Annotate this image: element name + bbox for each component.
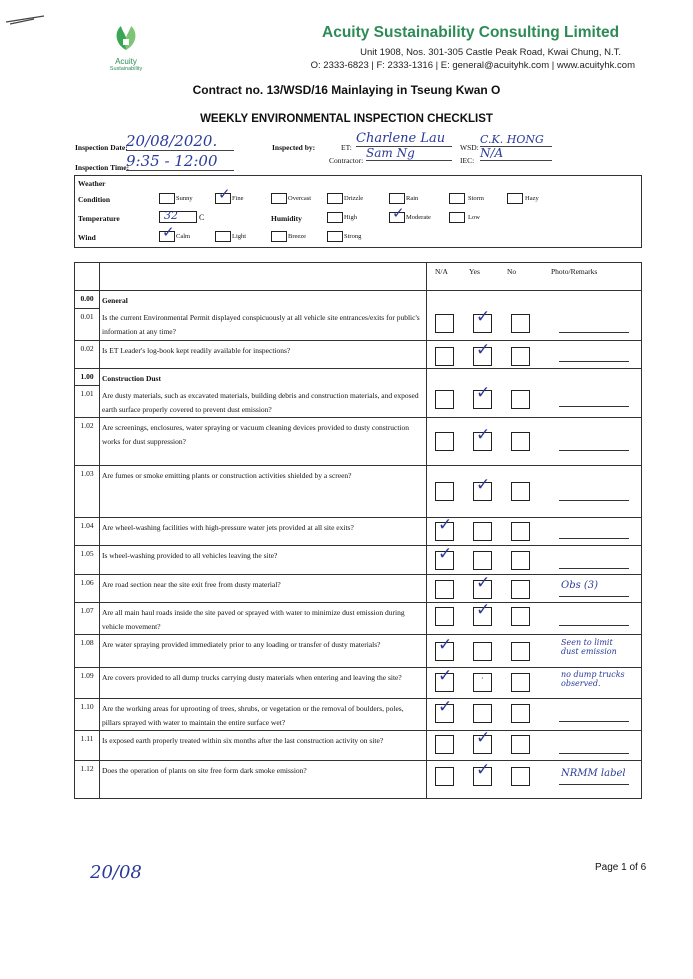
yes-checkbox[interactable]: · xyxy=(473,673,492,692)
wind-breeze-label: Breeze xyxy=(288,233,307,240)
remark-text: Seen to limit dust emission xyxy=(561,638,617,656)
item-number: 1.01 xyxy=(75,386,100,418)
yes-checkbox[interactable]: ✓ xyxy=(473,432,492,451)
remark-line xyxy=(559,753,629,754)
table-row xyxy=(75,668,642,699)
temperature-box[interactable] xyxy=(159,211,197,223)
condition-fine-label: Fine xyxy=(232,195,244,202)
item-question: Is exposed earth properly treated within six months after the last construction activity on site? xyxy=(100,731,427,761)
et-value: Charlene Lau xyxy=(356,131,452,147)
yes-checkbox[interactable]: ✓ xyxy=(473,390,492,409)
no-checkbox[interactable] xyxy=(511,551,530,570)
yes-checkbox[interactable] xyxy=(473,704,492,723)
remark-line xyxy=(559,625,629,626)
table-row xyxy=(75,308,642,340)
scribble-mark xyxy=(4,12,48,31)
checklist-table xyxy=(74,262,642,799)
condition-storm-checkbox[interactable] xyxy=(449,193,465,204)
condition-label: Condition xyxy=(78,195,111,204)
page-number: Page 1 of 6 xyxy=(595,862,647,873)
na-checkbox[interactable]: ✓ xyxy=(435,522,454,541)
no-checkbox[interactable] xyxy=(511,580,530,599)
remark-line xyxy=(559,721,629,722)
et-label: ET: xyxy=(341,143,352,152)
weather-panel xyxy=(74,175,642,248)
company-name: Acuity Sustainability Consulting Limited xyxy=(322,24,620,41)
inspection-time-label: Inspection Time: xyxy=(75,163,130,172)
na-checkbox[interactable] xyxy=(435,767,454,786)
contractor-label: Contractor: xyxy=(329,156,364,165)
wind-light-label: Light xyxy=(232,233,247,240)
wind-breeze-checkbox[interactable] xyxy=(271,231,287,242)
section-number: 0.00 xyxy=(75,291,100,309)
yes-checkbox[interactable] xyxy=(473,642,492,661)
leaf-icon xyxy=(111,22,141,52)
item-question: Are covers provided to all dump trucks carrying dusty materials when entering and leaving the site? xyxy=(100,668,427,699)
temperature-unit: C xyxy=(199,213,205,222)
no-checkbox[interactable] xyxy=(511,704,530,723)
condition-rain-label: Rain xyxy=(406,195,419,202)
table-row xyxy=(75,546,642,575)
wind-strong-checkbox[interactable] xyxy=(327,231,343,242)
item-question: Is wheel-washing provided to all vehicles leaving the site? xyxy=(100,546,427,575)
yes-checkbox[interactable]: ✓ xyxy=(473,607,492,626)
no-checkbox[interactable] xyxy=(511,522,530,541)
iec-label: IEC: xyxy=(460,156,475,165)
humidity-low-checkbox[interactable] xyxy=(449,212,465,223)
item-question: Are dusty materials, such as excavated materials, building debris and construction materials, and exposed earth surface properly covered to prevent dust emission? xyxy=(100,386,427,418)
item-number: 1.03 xyxy=(75,466,100,518)
table-row xyxy=(75,761,642,799)
section-row xyxy=(75,291,642,309)
table-row xyxy=(75,603,642,635)
no-checkbox[interactable] xyxy=(511,314,530,333)
remark-line xyxy=(559,538,629,539)
company-contacts: O: 2333-6823 | F: 2333-1316 | E: general@acuityhk.com | www.acuityhk.com xyxy=(310,60,635,71)
na-checkbox[interactable] xyxy=(435,607,454,626)
na-checkbox[interactable] xyxy=(435,432,454,451)
item-number: 1.05 xyxy=(75,546,100,575)
no-checkbox[interactable] xyxy=(511,642,530,661)
remark-line xyxy=(559,361,629,362)
logo-text: Acuity xyxy=(115,57,137,66)
item-number: 1.04 xyxy=(75,518,100,546)
yes-checkbox[interactable]: ✓ xyxy=(473,347,492,366)
condition-overcast-label: Overcast xyxy=(288,195,312,202)
iec-value: N/A xyxy=(480,146,552,161)
item-number: 1.06 xyxy=(75,575,100,603)
wind-label: Wind xyxy=(78,233,96,242)
temperature-label: Temperature xyxy=(78,214,120,223)
item-question: Are screenings, enclosures, water spraying or vacuum cleaning devices provided to dusty construction works for dust suppression? xyxy=(100,418,427,466)
inspection-time-value: 9:35 - 12:00 xyxy=(126,152,234,171)
na-checkbox[interactable] xyxy=(435,482,454,501)
condition-drizzle-label: Drizzle xyxy=(344,195,364,202)
table-row xyxy=(75,418,642,466)
item-number: 1.07 xyxy=(75,603,100,635)
condition-hazy-checkbox[interactable] xyxy=(507,193,523,204)
humidity-moderate-label: Moderate xyxy=(406,214,431,221)
condition-hazy-label: Hazy xyxy=(525,195,539,202)
no-checkbox[interactable] xyxy=(511,607,530,626)
condition-rain-checkbox[interactable] xyxy=(389,193,405,204)
humidity-high-checkbox[interactable] xyxy=(327,212,343,223)
contractor-value: Sam Ng xyxy=(366,146,452,161)
remark-line xyxy=(559,596,629,597)
item-question: Is the current Environmental Permit displayed conspicuously at all vehicle site entrances/exits for public's information at any time? xyxy=(100,308,427,340)
weather-title: Weather xyxy=(78,179,106,188)
na-checkbox[interactable]: ✓ xyxy=(435,642,454,661)
col-remarks: Photo/Remarks xyxy=(551,267,598,276)
contract-number: Contract no. 13/WSD/16 Mainlaying in Tseung Kwan O xyxy=(192,83,501,97)
table-row xyxy=(75,518,642,546)
yes-checkbox[interactable]: ✓ xyxy=(473,735,492,754)
item-question: Are wheel-washing facilities with high-pressure water jets provided at all site exits? xyxy=(100,518,427,546)
table-row xyxy=(75,635,642,668)
condition-sunny-checkbox[interactable] xyxy=(159,193,175,204)
item-number: 1.08 xyxy=(75,635,100,668)
company-logo xyxy=(100,22,152,72)
section-title: Construction Dust xyxy=(100,368,427,386)
item-number: 1.09 xyxy=(75,668,100,699)
no-checkbox[interactable] xyxy=(511,767,530,786)
section-title: General xyxy=(100,291,427,309)
na-checkbox[interactable] xyxy=(435,580,454,599)
condition-storm-label: Storm xyxy=(468,195,484,202)
remark-text: no dump trucks observed. xyxy=(561,670,625,688)
humidity-moderate-checkbox[interactable]: ✓ xyxy=(389,212,405,223)
yes-checkbox[interactable] xyxy=(473,551,492,570)
humidity-high-label: High xyxy=(344,214,357,221)
wsd-label: WSD: xyxy=(460,143,479,152)
no-checkbox[interactable] xyxy=(511,347,530,366)
section-number: 1.00 xyxy=(75,368,100,386)
yes-checkbox[interactable]: ✓ xyxy=(473,482,492,501)
na-checkbox[interactable] xyxy=(435,347,454,366)
remark-text: Obs (3) xyxy=(561,580,599,591)
col-no: No xyxy=(507,267,517,276)
table-row xyxy=(75,731,642,761)
company-address: Unit 1908, Nos. 301-305 Castle Peak Road, Kwai Chung, N.T. xyxy=(360,47,621,58)
wind-calm-label: Calm xyxy=(176,233,191,240)
na-checkbox[interactable] xyxy=(435,390,454,409)
remark-line xyxy=(559,406,629,407)
condition-sunny-label: Sunny xyxy=(176,195,193,202)
condition-drizzle-checkbox[interactable] xyxy=(327,193,343,204)
inspected-by-label: Inspected by: xyxy=(272,143,316,152)
table-header-row xyxy=(75,263,642,291)
wind-light-checkbox[interactable] xyxy=(215,231,231,242)
na-checkbox[interactable] xyxy=(435,314,454,333)
item-question: Are all main haul roads inside the site paved or sprayed with water to minimize dust emission during vehicle movement? xyxy=(100,603,427,635)
remark-line xyxy=(559,450,629,451)
yes-checkbox[interactable]: ✓ xyxy=(473,767,492,786)
wind-calm-checkbox[interactable]: ✓ xyxy=(159,231,175,242)
na-checkbox[interactable]: ✓ xyxy=(435,673,454,692)
humidity-label: Humidity xyxy=(271,214,302,223)
logo-subtext: Sustainability xyxy=(109,66,143,72)
no-checkbox[interactable] xyxy=(511,735,530,754)
item-question: Are water spraying provided immediately prior to any loading or transfer of dusty materials? xyxy=(100,635,427,668)
table-row xyxy=(75,340,642,368)
item-number: 1.10 xyxy=(75,699,100,731)
inspection-date-value: 20/08/2020. xyxy=(126,132,234,151)
item-number: 1.02 xyxy=(75,418,100,466)
na-checkbox[interactable]: ✓ xyxy=(435,551,454,570)
no-checkbox[interactable] xyxy=(511,432,530,451)
table-row xyxy=(75,386,642,418)
humidity-low-label: Low xyxy=(468,214,480,221)
temperature-value: 32 xyxy=(164,209,178,222)
item-number: 0.01 xyxy=(75,308,100,340)
yes-checkbox[interactable]: ✓ xyxy=(473,580,492,599)
remark-line xyxy=(559,568,629,569)
table-row xyxy=(75,699,642,731)
item-number: 0.02 xyxy=(75,340,100,368)
item-question: Are road section near the site exit free from dusty material? xyxy=(100,575,427,603)
remark-line xyxy=(559,784,629,785)
section-row xyxy=(75,368,642,386)
no-checkbox[interactable] xyxy=(511,673,530,692)
col-yes: Yes xyxy=(469,267,480,276)
na-checkbox[interactable] xyxy=(435,735,454,754)
condition-fine-checkbox[interactable]: ✓ xyxy=(215,193,231,204)
item-question: Are fumes or smoke emitting plants or construction activities shielded by a screen? xyxy=(100,466,427,518)
no-checkbox[interactable] xyxy=(511,390,530,409)
yes-checkbox[interactable] xyxy=(473,522,492,541)
remark-line xyxy=(559,332,629,333)
col-na: N/A xyxy=(435,267,448,276)
table-row xyxy=(75,575,642,603)
yes-checkbox[interactable]: ✓ xyxy=(473,314,492,333)
remark-line xyxy=(559,500,629,501)
na-checkbox[interactable]: ✓ xyxy=(435,704,454,723)
item-number: 1.11 xyxy=(75,731,100,761)
remark-text: NRMM label xyxy=(561,768,626,779)
table-row xyxy=(75,466,642,518)
wsd-value: C.K. HONG xyxy=(480,133,552,147)
item-question: Is ET Leader's log-book kept readily available for inspections? xyxy=(100,340,427,368)
no-checkbox[interactable] xyxy=(511,482,530,501)
item-question: Are the working areas for uprooting of trees, shrubs, or vegetation or the removal of boulders, poles, pillars sprayed with water to maintain the entire surface wet? xyxy=(100,699,427,731)
item-question: Does the operation of plants on site free form dark smoke emission? xyxy=(100,761,427,799)
wind-strong-label: Strong xyxy=(344,233,362,240)
page-title: WEEKLY ENVIRONMENTAL INSPECTION CHECKLIST xyxy=(200,113,493,125)
inspection-date-label: Inspection Date: xyxy=(75,143,128,152)
handwritten-footer-date: 20/08 xyxy=(90,862,142,883)
condition-overcast-checkbox[interactable] xyxy=(271,193,287,204)
item-number: 1.12 xyxy=(75,761,100,799)
